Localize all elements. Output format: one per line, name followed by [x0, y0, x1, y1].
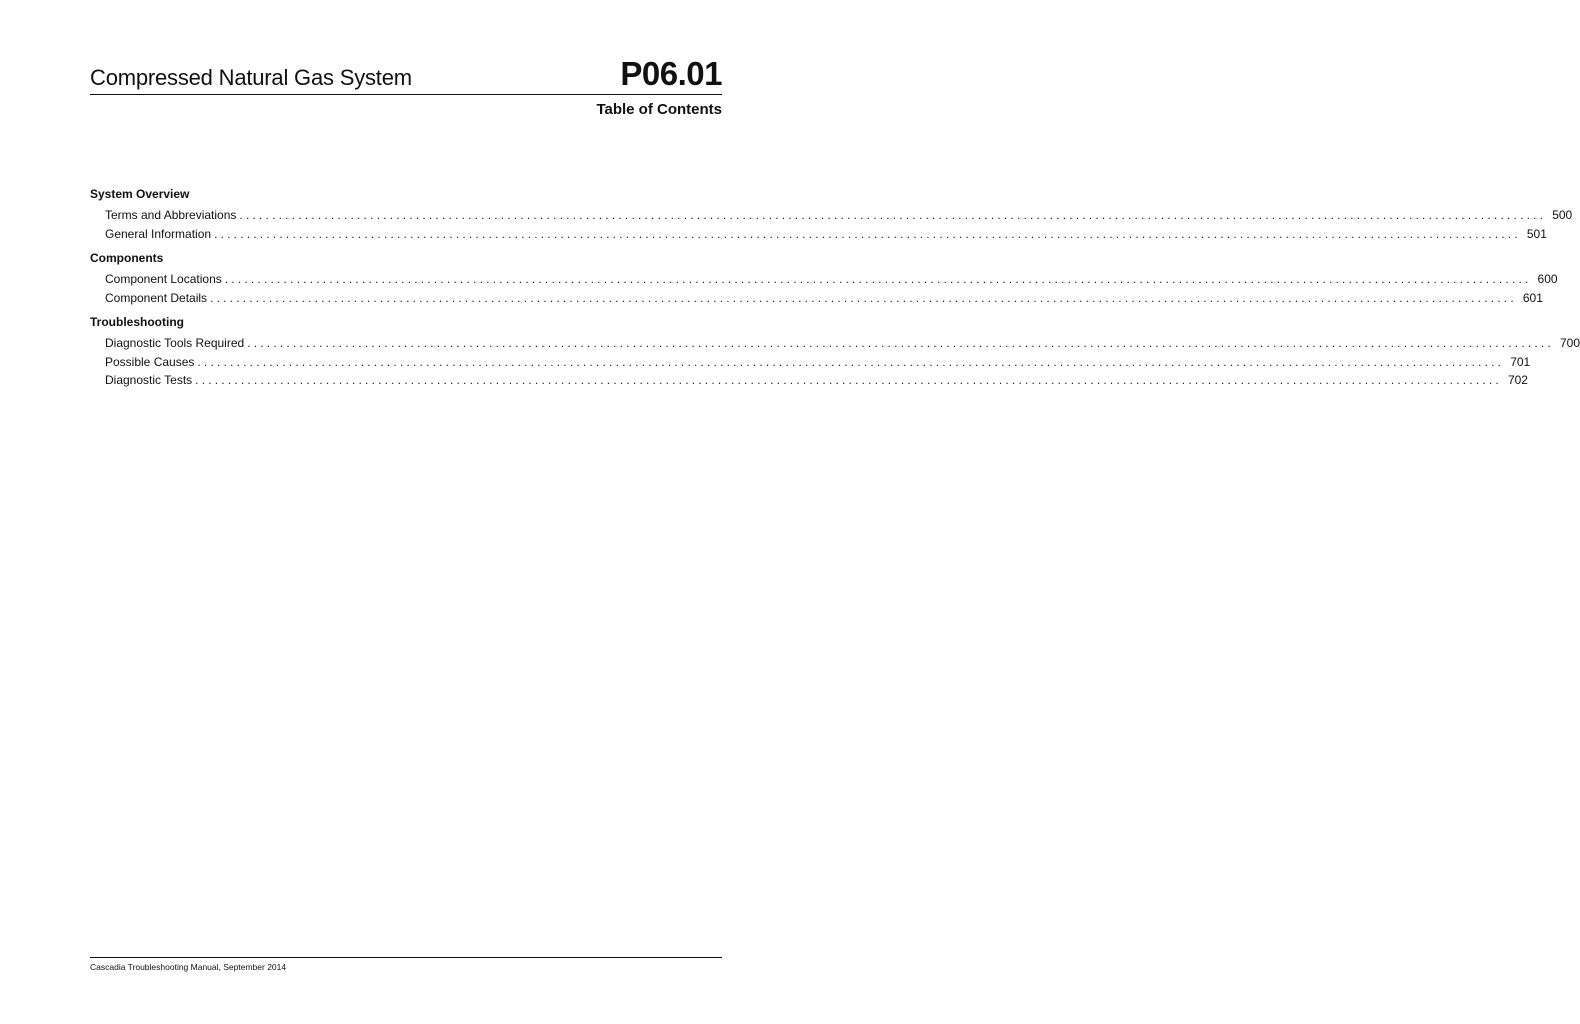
footer-text: Cascadia Troubleshooting Manual, September 2014	[90, 962, 287, 972]
toc-entry-diagnostic-tests[interactable]	[90, 371, 1528, 390]
toc-entry-title: Diagnostic Tools Required	[105, 336, 245, 350]
toc-entry-page: 601	[1522, 290, 1543, 305]
toc-entry-title: Possible Causes	[105, 354, 195, 369]
section-heading: System Overview	[90, 187, 190, 201]
toc-entry-title: General Information	[105, 226, 212, 241]
toc-entry-possible-causes[interactable]	[90, 353, 1531, 372]
toc-entry-title: Diagnostic Tests	[105, 373, 193, 387]
toc-entry-diagnostic-tools-required[interactable]	[90, 334, 1580, 353]
toc-entry-page: 700	[1560, 336, 1580, 350]
toc-entry-page: 701	[1510, 354, 1531, 369]
toc-entry-page: 600	[1537, 272, 1558, 286]
toc-entry-page: 501	[1526, 226, 1547, 241]
toc-entry-component-locations[interactable]	[90, 270, 1558, 289]
toc-entry-general-information[interactable]	[90, 225, 1547, 244]
section-code: P06.01	[620, 55, 722, 92]
toc-entry-page: 500	[1552, 208, 1573, 222]
toc-entry-component-details[interactable]	[90, 289, 1543, 308]
table-of-contents-heading: Table of Contents	[596, 101, 722, 118]
dot-leader: ........................................................................................................................................................................................................	[224, 272, 1532, 286]
toc-section-components	[90, 249, 1558, 307]
dot-leader: ........................................................................................................................................................................................................	[197, 354, 1505, 369]
toc-section-troubleshooting	[90, 313, 1580, 390]
section-heading: Troubleshooting	[90, 315, 184, 329]
page-footer	[90, 957, 722, 972]
dot-leader: ........................................................................................................................................................................................................	[214, 226, 1521, 241]
toc-entry-title: Component Locations	[105, 272, 222, 286]
document-title: Compressed Natural Gas System	[90, 65, 412, 90]
toc-section-system-overview	[90, 185, 1573, 243]
toc-entry-page: 702	[1507, 373, 1528, 387]
dot-leader: ........................................................................................................................................................................................................	[195, 373, 1502, 387]
toc-entry-terms-and-abbreviations[interactable]	[90, 206, 1573, 225]
dot-leader: ........................................................................................................................................................................................................	[210, 290, 1517, 305]
toc-entry-title: Terms and Abbreviations	[105, 208, 237, 222]
dot-leader: ........................................................................................................................................................................................................	[247, 336, 1554, 350]
toc-entry-title: Component Details	[105, 290, 208, 305]
section-heading: Components	[90, 251, 164, 265]
table-of-contents	[90, 185, 1580, 396]
dot-leader: ........................................................................................................................................................................................................	[239, 208, 1547, 222]
page-header	[90, 56, 722, 95]
